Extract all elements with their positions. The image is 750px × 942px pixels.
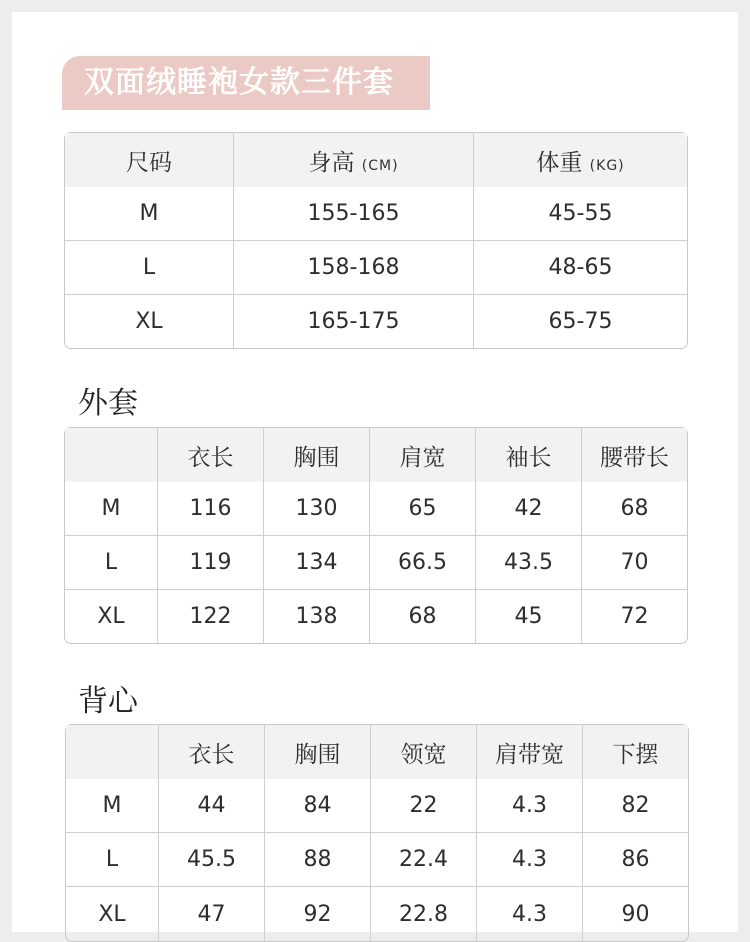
header-blank — [65, 428, 158, 482]
value-cell: 92 — [265, 887, 371, 941]
value-cell: 90 — [621, 901, 650, 927]
value-cell: 66.5 — [370, 536, 476, 590]
size-cell: M — [66, 779, 159, 833]
value-cell: 70 — [582, 536, 687, 590]
value-cell: 22.8 — [371, 887, 477, 941]
header-sleeve: 袖长 — [476, 428, 582, 482]
size-cell: L — [66, 833, 159, 887]
header-chest: 胸围 — [265, 725, 371, 779]
coat-table — [64, 427, 688, 644]
page-title: 双面绒睡袍女款三件套 — [62, 56, 430, 110]
value-cell: 44 — [159, 779, 265, 833]
table-row — [65, 536, 687, 590]
vest-table — [65, 724, 689, 942]
header-hem: 下摆 — [583, 725, 688, 779]
value-cell: 43.5 — [476, 536, 582, 590]
value-cell: 119 — [158, 536, 264, 590]
value-cell: 4.3 — [477, 779, 583, 833]
height-cell: 165-175 — [234, 295, 474, 348]
value-cell: 86 — [583, 833, 688, 887]
vest-section-title: 背心 — [78, 684, 138, 719]
header-length: 衣长 — [159, 725, 265, 779]
value-cell: 88 — [265, 833, 371, 887]
table-row — [65, 295, 687, 348]
weight-cell: 48-65 — [474, 241, 687, 295]
header-neck-width: 领宽 — [371, 725, 477, 779]
value-cell: 68 — [370, 590, 476, 643]
table-row — [66, 833, 688, 887]
height-cell: 158-168 — [234, 241, 474, 295]
table-row — [65, 187, 687, 241]
table-row — [66, 887, 688, 941]
header-chest: 胸围 — [264, 428, 370, 482]
header-shoulder: 肩宽 — [370, 428, 476, 482]
size-cell: L — [65, 536, 158, 590]
value-cell: 42 — [476, 482, 582, 536]
size-table — [64, 132, 688, 349]
height-unit: (CM) — [361, 157, 399, 174]
value-cell: 134 — [264, 536, 370, 590]
size-cell: M — [65, 187, 234, 241]
weight-cell: 45-55 — [474, 187, 687, 241]
weight-cell: 65-75 — [548, 309, 613, 334]
size-cell: XL — [65, 295, 234, 348]
coat-section-title: 外套 — [78, 386, 138, 421]
value-cell: 45 — [476, 590, 582, 643]
value-cell: 68 — [582, 482, 687, 536]
size-cell: XL — [65, 590, 158, 643]
value-cell: 84 — [265, 779, 371, 833]
value-cell: 116 — [158, 482, 264, 536]
table-row — [65, 590, 687, 643]
value-cell: 65 — [370, 482, 476, 536]
value-cell: 72 — [620, 604, 649, 629]
height-cell: 155-165 — [234, 187, 474, 241]
value-cell: 45.5 — [159, 833, 265, 887]
value-cell: 82 — [583, 779, 688, 833]
header-weight: 体重 (KG) — [474, 133, 687, 187]
value-cell: 122 — [158, 590, 264, 643]
header-belt: 腰带长 — [582, 428, 687, 482]
size-cell: XL — [66, 887, 159, 941]
size-cell: M — [65, 482, 158, 536]
header-blank — [66, 725, 159, 779]
header-strap-width: 肩带宽 — [477, 725, 583, 779]
value-cell: 22 — [371, 779, 477, 833]
value-cell: 138 — [264, 590, 370, 643]
weight-unit: (KG) — [589, 157, 625, 174]
table-row — [65, 241, 687, 295]
header-size: 尺码 — [65, 133, 234, 187]
value-cell: 22.4 — [371, 833, 477, 887]
size-cell: L — [65, 241, 234, 295]
value-cell: 130 — [264, 482, 370, 536]
header-length: 衣长 — [158, 428, 264, 482]
table-row — [66, 779, 688, 833]
header-height: 身高 (CM) — [234, 133, 474, 187]
value-cell: 4.3 — [477, 833, 583, 887]
value-cell: 4.3 — [477, 887, 583, 941]
table-row — [65, 482, 687, 536]
value-cell: 47 — [159, 887, 265, 941]
